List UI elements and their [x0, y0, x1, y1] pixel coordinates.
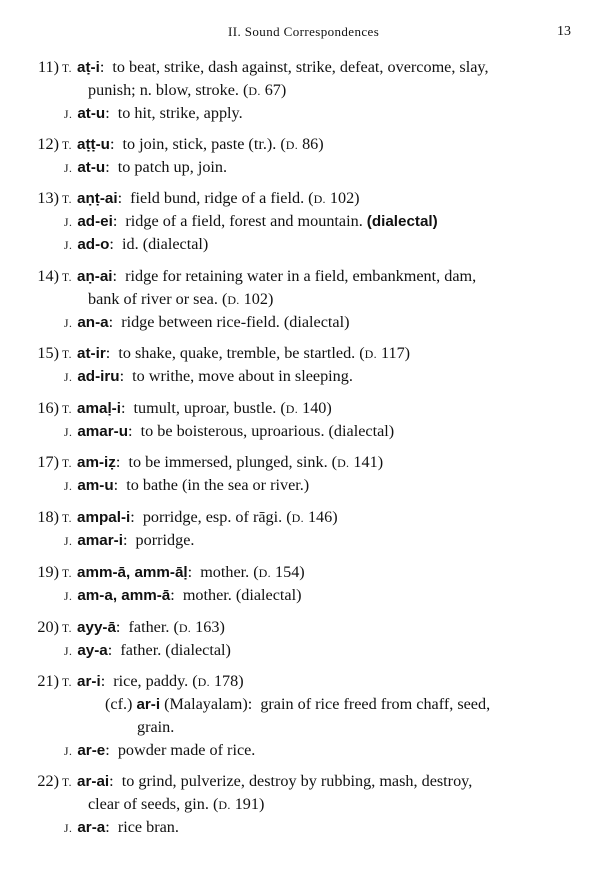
tamil-line — [0, 56, 600, 79]
source-dictionary: D. — [178, 621, 192, 635]
tamil-gloss-continued-line — [0, 793, 600, 816]
headword-japanese: amar-i — [77, 532, 123, 549]
cf-gloss-continued: grain. — [137, 718, 175, 736]
source-page: 163) — [195, 618, 225, 636]
entry — [0, 670, 600, 762]
entry — [0, 187, 600, 256]
tamil-gloss-continued — [88, 288, 273, 312]
headword-tamil: ampal-i — [77, 509, 131, 526]
language-label-japanese: J. — [64, 240, 73, 252]
entry-number: 12) — [37, 135, 59, 153]
language-label-japanese: J. — [64, 372, 73, 384]
tamil-content: T. at-ir: to shake, quake, tremble, be startled. (D. 117) — [62, 344, 411, 362]
source-page: 178) — [213, 672, 244, 690]
japanese-line — [0, 365, 600, 388]
source-dictionary: D. — [364, 347, 377, 361]
cf-gloss: grain of rice freed from chaff, seed, — [260, 695, 491, 713]
gloss-japanese: father. (dialectal) — [120, 641, 231, 659]
language-label-tamil: T. — [62, 777, 73, 789]
cf-word: ar-i — [136, 696, 161, 713]
tamil-line — [0, 670, 600, 693]
tamil-line — [0, 265, 600, 288]
headword-japanese: ad-ei — [77, 213, 113, 230]
source-page: 191) — [234, 795, 265, 813]
headword-japanese: ad-o — [77, 236, 110, 253]
language-label-japanese: J. — [64, 823, 73, 835]
language-label-tamil: T. — [62, 568, 73, 580]
japanese-line — [0, 102, 600, 125]
gloss-tamil: to join, stick, paste (tr.). ( — [122, 135, 286, 153]
entry — [0, 56, 600, 125]
source-dictionary: D. — [218, 798, 231, 812]
language-label-japanese: J. — [64, 109, 73, 121]
gloss-tamil: to beat, strike, dash against, strike, defeat, overcome, slay, — [112, 58, 489, 76]
tamil-content: T. aṇṭ-ai: field bund, ridge of a field. (D. 102) — [62, 189, 360, 207]
page-header — [0, 24, 600, 44]
japanese-line — [0, 816, 600, 839]
headword-japanese: am-a, amm-ā — [77, 587, 171, 604]
gloss-tamil-continued: punish; n. blow, stroke. ( — [88, 81, 249, 99]
tamil-content: T. amm-ā, amm-āḷ: mother. (D. 154) — [62, 563, 305, 581]
tamil-line — [0, 561, 600, 584]
language-label-japanese: J. — [64, 217, 73, 229]
language-label-tamil: T. — [62, 677, 73, 689]
entry-number: 18) — [37, 508, 59, 526]
language-label-tamil: T. — [62, 272, 73, 284]
headword-japanese: amar-u — [77, 423, 129, 440]
language-label-tamil: T. — [62, 623, 73, 635]
source-page: 141) — [353, 453, 384, 471]
tamil-line — [0, 133, 600, 156]
headword-japanese: ay-a — [77, 642, 108, 659]
gloss-tamil: porridge, esp. of rāgi. ( — [142, 508, 292, 526]
source-page: 154) — [275, 563, 305, 581]
tamil-content: T. ar-ai: to grind, pulverize, destroy by rubbing, mash, destroy, — [62, 772, 473, 790]
gloss-japanese: powder made of rice. — [117, 741, 256, 759]
entry — [0, 616, 600, 662]
source-page: 86) — [302, 135, 324, 153]
gloss-japanese: rice bran. — [117, 818, 179, 836]
japanese-content: J. am-u: to bathe (in the sea or river.) — [64, 476, 310, 494]
gloss-tamil: father. ( — [128, 618, 179, 636]
japanese-content: J. ad-iru: to writhe, move about in sleeping. — [64, 367, 353, 385]
entry — [0, 342, 600, 388]
tamil-line — [0, 506, 600, 529]
japanese-content: J. ar-a: rice bran. — [64, 818, 179, 836]
tamil-content: T. am-iẓ: to be immersed, plunged, sink. (D. 141) — [62, 453, 384, 471]
japanese-line — [0, 420, 600, 443]
source-dictionary: D. — [248, 84, 261, 98]
headword-tamil: at-ir — [77, 345, 106, 362]
language-label-japanese: J. — [64, 746, 73, 758]
language-label-tamil: T. — [62, 140, 73, 152]
japanese-content: J. at-u: to hit, strike, apply. — [64, 104, 243, 122]
source-page: 140) — [302, 399, 332, 417]
language-label-tamil: T. — [62, 63, 73, 75]
headword-tamil: aṭ-i — [77, 59, 100, 76]
entry — [0, 561, 600, 607]
headword-tamil: ayy-ā — [77, 619, 116, 636]
headword-tamil: am-iẓ — [77, 454, 116, 471]
running-title: II. Sound Correspondences — [228, 24, 380, 39]
gloss-japanese-bold: (dialectal) — [366, 213, 438, 230]
entry-number: 16) — [37, 399, 59, 417]
cf-prefix: (cf.) — [105, 695, 133, 713]
gloss-japanese: to writhe, move about in sleeping. — [132, 367, 353, 385]
language-label-tamil: T. — [62, 513, 73, 525]
language-label-japanese: J. — [64, 646, 73, 658]
language-label-japanese: J. — [64, 481, 73, 493]
tamil-line — [0, 342, 600, 365]
source-page: 102) — [329, 189, 360, 207]
source-page: 117) — [381, 344, 411, 362]
headword-tamil: ar-i — [77, 673, 101, 690]
source-dictionary: D. — [337, 456, 350, 470]
gloss-japanese: ridge of a field, forest and mountain. — [125, 212, 363, 230]
tamil-content: T. aṭṭ-u: to join, stick, paste (tr.). (D. 86) — [62, 135, 324, 153]
headword-japanese: at-u — [77, 159, 106, 176]
source-dictionary: D. — [313, 192, 326, 206]
tamil-content: T. ampal-i: porridge, esp. of rāgi. (D. 146) — [62, 508, 338, 526]
cf-continued-line — [0, 716, 600, 739]
language-label-japanese: J. — [64, 427, 73, 439]
language-label-japanese: J. — [64, 591, 73, 603]
headword-japanese: at-u — [77, 105, 106, 122]
headword-japanese: ar-a — [77, 819, 106, 836]
headword-tamil: ar-ai — [77, 773, 110, 790]
headword-tamil: amaḷ-i — [77, 400, 121, 417]
language-label-tamil: T. — [62, 349, 73, 361]
japanese-content: J. am-a, amm-ā: mother. (dialectal) — [64, 586, 302, 604]
language-label-japanese: J. — [64, 318, 73, 330]
entry-number: 20) — [37, 618, 59, 636]
source-page: 102) — [243, 290, 274, 308]
japanese-line — [0, 584, 600, 607]
gloss-japanese: to be boisterous, uproarious. (dialectal) — [140, 422, 395, 440]
source-page: 67) — [264, 81, 287, 99]
tamil-line — [0, 397, 600, 420]
tamil-gloss-continued — [88, 79, 286, 103]
tamil-gloss-continued — [88, 793, 264, 817]
entry-number: 21) — [37, 672, 59, 690]
language-label-tamil: T. — [62, 404, 73, 416]
gloss-japanese: to bathe (in the sea or river.) — [126, 476, 310, 494]
gloss-tamil: to shake, quake, tremble, be startled. ( — [118, 344, 365, 362]
gloss-tamil: rice, paddy. ( — [113, 672, 198, 690]
japanese-line — [0, 474, 600, 497]
entry-number: 11) — [38, 58, 59, 76]
tamil-gloss-continued-line — [0, 79, 600, 102]
gloss-tamil-continued: bank of river or sea. ( — [88, 290, 228, 308]
japanese-line — [0, 311, 600, 334]
japanese-line — [0, 156, 600, 179]
entry-number: 19) — [37, 563, 59, 581]
entry-list — [0, 56, 600, 839]
japanese-content: J. amar-u: to be boisterous, uproarious. (dialectal) — [64, 422, 395, 440]
headword-japanese: ar-e — [77, 742, 106, 759]
gloss-japanese: id. (dialectal) — [122, 235, 209, 253]
entry — [0, 506, 600, 552]
headword-japanese: ad-iru — [77, 368, 120, 385]
cf-line — [0, 693, 600, 716]
gloss-tamil: ridge for retaining water in a field, embankment, dam, — [125, 267, 477, 285]
source-page: 146) — [307, 508, 338, 526]
japanese-content: J. ad-ei: ridge of a field, forest and mountain. (dialectal) — [64, 212, 438, 230]
gloss-japanese: mother. (dialectal) — [182, 586, 302, 604]
entry-number: 17) — [37, 453, 59, 471]
gloss-japanese: ridge between rice-field. (dialectal) — [121, 313, 350, 331]
japanese-content: J. at-u: to patch up, join. — [64, 158, 228, 176]
japanese-line — [0, 210, 600, 233]
japanese-content: J. ar-e: powder made of rice. — [64, 741, 256, 759]
tamil-line — [0, 616, 600, 639]
source-dictionary: D. — [227, 293, 240, 307]
headword-tamil: amm-ā, amm-āḷ — [77, 564, 188, 581]
tamil-content: T. ayy-ā: father. (D. 163) — [62, 618, 225, 636]
tamil-line — [0, 187, 600, 210]
gloss-tamil: to be immersed, plunged, sink. ( — [128, 453, 338, 471]
japanese-content: J. ad-o: id. (dialectal) — [64, 235, 209, 253]
japanese-content: J. an-a: ridge between rice-field. (dialectal) — [64, 313, 350, 331]
japanese-line — [0, 639, 600, 662]
gloss-japanese: to patch up, join. — [117, 158, 228, 176]
language-label-tamil: T. — [62, 194, 73, 206]
gloss-tamil: mother. ( — [200, 563, 259, 581]
tamil-gloss-continued-line — [0, 288, 600, 311]
entry — [0, 133, 600, 179]
gloss-tamil: field bund, ridge of a field. ( — [130, 189, 314, 207]
entry-number: 13) — [37, 189, 59, 207]
tamil-line — [0, 451, 600, 474]
source-dictionary: D. — [285, 138, 299, 152]
language-label-japanese: J. — [64, 163, 73, 175]
tamil-content: T. amaḷ-i: tumult, uproar, bustle. (D. 140) — [62, 399, 332, 417]
gloss-japanese: porridge. — [135, 531, 195, 549]
tamil-content: T. ar-i: rice, paddy. (D. 178) — [62, 672, 244, 690]
entry-number: 14) — [37, 267, 59, 285]
tamil-content: T. aṭ-i: to beat, strike, dash against, strike, defeat, overcome, slay, — [62, 58, 489, 76]
entry — [0, 265, 600, 334]
headword-japanese: an-a — [77, 314, 109, 331]
tamil-line — [0, 770, 600, 793]
gloss-tamil: to grind, pulverize, destroy by rubbing, mash, destroy, — [121, 772, 473, 790]
gloss-tamil-continued: clear of seeds, gin. ( — [88, 795, 219, 813]
source-dictionary: D. — [291, 511, 304, 525]
headword-japanese: am-u — [77, 477, 114, 494]
entry — [0, 770, 600, 839]
japanese-content: J. ay-a: father. (dialectal) — [64, 641, 231, 659]
source-dictionary: D. — [285, 402, 299, 416]
headword-tamil: aṇ-ai — [77, 268, 113, 285]
gloss-japanese: to hit, strike, apply. — [117, 104, 243, 122]
source-dictionary: D. — [197, 675, 210, 689]
japanese-content: J. amar-i: porridge. — [64, 531, 195, 549]
tamil-content: T. aṇ-ai: ridge for retaining water in a field, embankment, dam, — [62, 267, 477, 285]
japanese-line — [0, 529, 600, 552]
language-label-japanese: J. — [64, 536, 73, 548]
gloss-tamil: tumult, uproar, bustle. ( — [133, 399, 286, 417]
headword-tamil: aṇṭ-ai — [77, 190, 118, 207]
entry — [0, 397, 600, 443]
entry-number: 22) — [37, 772, 59, 790]
page-number: 13 — [557, 24, 571, 39]
cf-language: (Malayalam) — [164, 695, 248, 713]
japanese-line — [0, 233, 600, 256]
source-dictionary: D. — [258, 566, 271, 580]
entry — [0, 451, 600, 497]
language-label-tamil: T. — [62, 458, 73, 470]
cf-content: (cf.) ar-i (Malayalam): grain of rice freed from chaff, seed, — [105, 695, 491, 713]
entry-number: 15) — [37, 344, 59, 362]
headword-tamil: aṭṭ-u — [77, 136, 110, 153]
japanese-line — [0, 739, 600, 762]
